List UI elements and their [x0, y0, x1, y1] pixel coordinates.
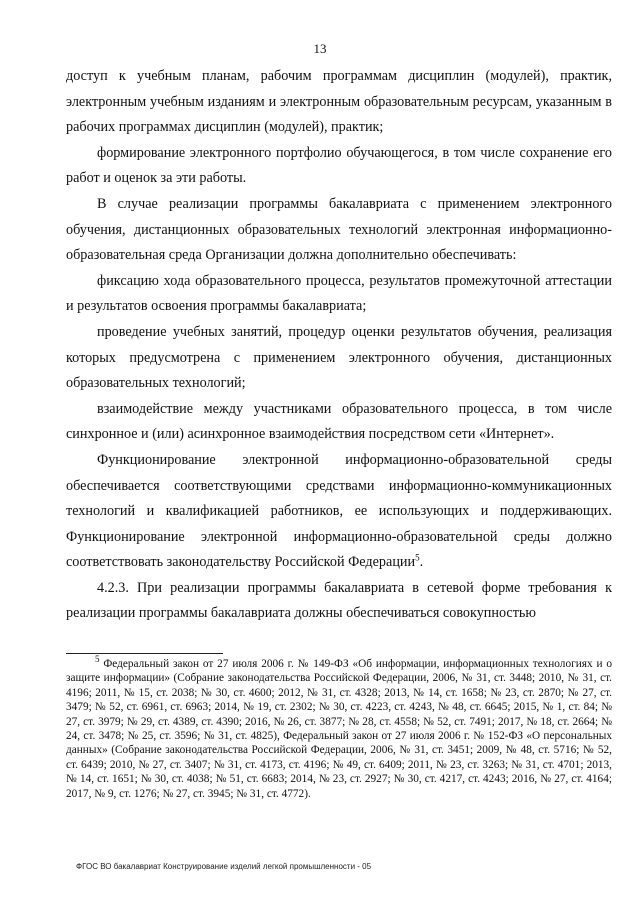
- footnote-reference[interactable]: 5: [415, 552, 420, 563]
- paragraph: доступ к учебным планам, рабочим программам дисциплин (модулей), практик, электронным учебным изданиям и электронным образовательным ресурсам, указанным в рабочих программах дисциплин (модулей), практик;: [66, 68, 612, 136]
- footnote-marker: 5: [95, 654, 100, 665]
- document-body: [66, 64, 612, 627]
- footnote: [66, 654, 612, 801]
- footnote-text: Федеральный закон от 27 июля 2006 г. № 149-ФЗ «Об информации, информационных технологиях и о защите информации» (Собрание законодательства Российской Федерации, 2006, № 31, ст. 3448; 2010, № 31, ст. 4196; 2011, № 15, ст. 2038; № 30, ст. 4600; 2012, № 31, ст. 4328; 2013, № 14, ст. 1658; № 23, ст. 2870; № 27, ст. 3479; № 52, ст. 6961, ст. 6963; 2014, № 19, ст. 2302; № 30, ст. 4223, ст. 4243, № 48, ст. 6645; 2015, № 1, ст. 84; № 27, ст. 3979; № 29, ст. 4389, ст. 4390; 2016, № 26, ст. 3877; № 28, ст. 4558; № 52, ст. 7491; 2017, № 18, ст. 2664; № 24, ст. 3478; № 25, ст. 3596; № 31, ст. 4825), Федеральный закон от 27 июля 2006 г. № 152-ФЗ «О персональных данных» (Собрание законодательства Российской Федерации, 2006, № 31, ст. 3451; 2009, № 48, ст. 5716; № 52, ст. 6439; 2010, № 27, ст. 3407; № 31, ст. 4173, ст. 4196; № 49, ст. 6409; 2011, № 23, ст. 3263; № 31, ст. 4701; 2013, № 14, ст. 1651; № 30, ст. 4038; № 51, ст. 6683; 2014, № 23, ст. 2927; № 30, ст. 4217, ст. 4243; 2016, № 27, ст. 4164; 2017, № 9, ст. 1276; № 27, ст. 3945; № 31, ст. 4772).: [66, 658, 612, 800]
- page-footer: ФГОС ВО бакалавриат Конструирование изделий легкой промышленности - 05: [76, 862, 372, 871]
- paragraph: формирование электронного портфолио обучающегося, в том числе сохранение его работ и оценок за эти работы.: [66, 144, 612, 187]
- footnote-separator: [66, 653, 223, 654]
- paragraph-text: Функционирование электронной информационно-образовательной среды обеспечивается соответствующими средствами информационно-коммуникационных технологий и квалификацией работников, ее использующих и поддерживающих. Функционирование электронной информационно-образовательной среды должно соответствовать законодательству Российской Федерации: [66, 451, 612, 571]
- paragraph: взаимодействие между участниками образовательного процесса, в том числе синхронное и (или) асинхронное взаимодействия посредством сети «Интернет».: [66, 400, 612, 443]
- paragraph: В случае реализации программы бакалавриата с применением электронного обучения, дистанционных образовательных технологий электронная информационно-образовательная среда Организации должна дополнительно обеспечивать:: [66, 195, 612, 264]
- paragraph: проведение учебных занятий, процедур оценки результатов обучения, реализация которых предусмотрена с применением электронного обучения, дистанционных образовательных технологий;: [66, 323, 612, 392]
- paragraph: фиксацию хода образовательного процесса, результатов промежуточной аттестации и результатов освоения программы бакалавриата;: [66, 272, 612, 315]
- paragraph-with-footnote: Функционирование электронной информационно-образовательной среды обеспечивается соответствующими средствами информационно-коммуникационных технологий и квалификацией работников, ее использующих и поддерживающих. Функционирование электронной информационно-образовательной среды должно соответствовать законодательству Российской Федерации$^5$.: [66, 451, 612, 571]
- page-number: 13: [313, 41, 327, 56]
- paragraph: 4.2.3. При реализации программы бакалавриата в сетевой форме требования к реализации программы бакалавриата должны обеспечиваться совокупностью: [66, 579, 612, 622]
